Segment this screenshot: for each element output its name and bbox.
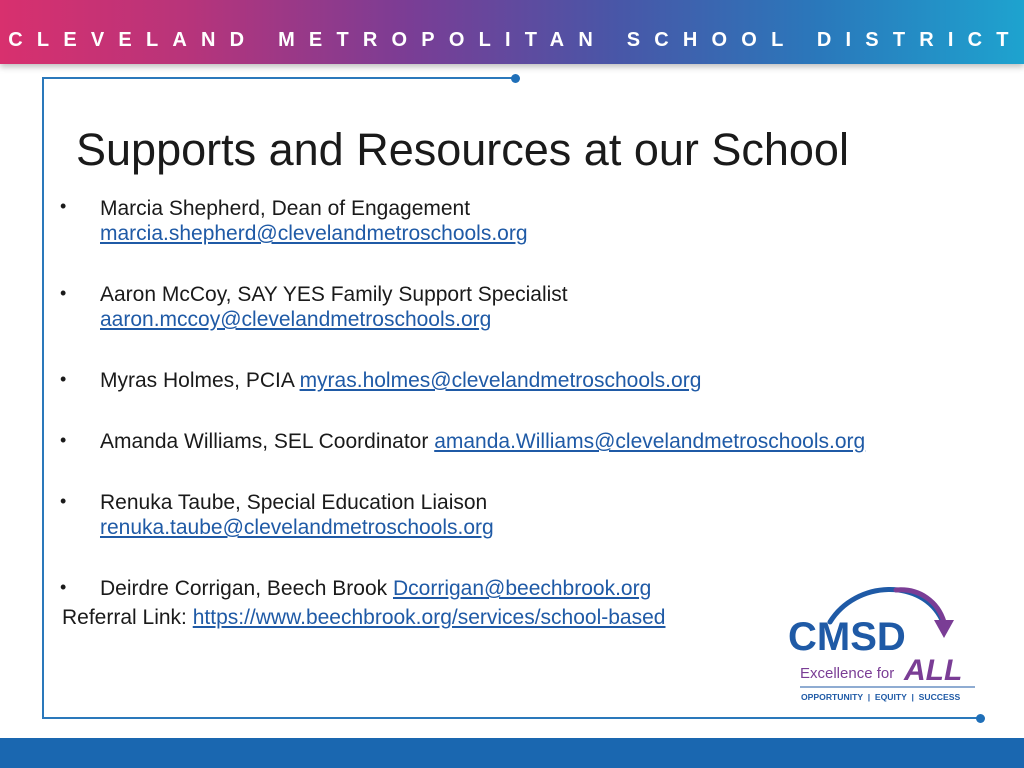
bullet-marker: •	[60, 369, 67, 389]
contact-email-link[interactable]: amanda.Williams@clevelandmetroschools.org	[434, 430, 866, 453]
bullet-marker: •	[60, 283, 67, 303]
frame-bottom-line	[42, 717, 980, 719]
contact-item	[100, 490, 494, 540]
referral-link[interactable]: https://www.beechbrook.org/services/school-based	[192, 606, 666, 629]
bullet-marker: •	[60, 577, 67, 597]
bullet-marker: •	[60, 196, 67, 216]
arrow-icon	[934, 620, 954, 638]
contact-email-link[interactable]: aaron.mccoy@clevelandmetroschools.org	[100, 308, 492, 331]
contact-name: Marcia Shepherd, Dean of Engagement	[100, 197, 471, 220]
contact-name: Amanda Williams, SEL Coordinator	[100, 430, 429, 453]
cmsd-logo-graphic	[786, 584, 978, 706]
logo-tagline-prefix: Excellence for	[800, 665, 895, 682]
contact-item	[100, 196, 528, 246]
contact-email-link[interactable]: marcia.shepherd@clevelandmetroschools.org	[100, 222, 528, 245]
bullet-marker: •	[60, 491, 67, 511]
logo-tagline-emphasis: ALL	[904, 654, 963, 687]
contact-name: Renuka Taube, Special Education Liaison	[100, 491, 488, 514]
logo-values: OPPORTUNITY | EQUITY | SUCCESS	[801, 692, 961, 702]
contact-item	[100, 282, 568, 332]
contact-email-link[interactable]: myras.holmes@clevelandmetroschools.org	[299, 369, 702, 392]
header-banner	[0, 0, 1024, 64]
contact-email-link[interactable]: renuka.taube@clevelandmetroschools.org	[100, 516, 494, 539]
contact-name: Aaron McCoy, SAY YES Family Support Specialist	[100, 283, 568, 306]
logo-abbr: CMSD	[788, 615, 906, 659]
footer-bar	[0, 738, 1024, 768]
contact-item	[100, 368, 701, 393]
contact-item	[100, 429, 865, 454]
contact-item	[100, 576, 651, 601]
slide-title: Supports and Resources at our School	[76, 124, 849, 175]
referral-line	[62, 606, 665, 630]
frame-top-line	[42, 77, 515, 79]
frame-left-line	[42, 77, 44, 719]
referral-label: Referral Link:	[62, 606, 187, 629]
frame-dot-top	[511, 74, 520, 83]
contact-email-link[interactable]: Dcorrigan@beechbrook.org	[392, 577, 652, 600]
district-name: CLEVELAND METROPOLITAN SCHOOL DISTRICT	[8, 29, 1023, 51]
bullet-marker: •	[60, 430, 67, 450]
cmsd-logo	[786, 584, 978, 706]
contact-name: Myras Holmes, PCIA	[100, 369, 294, 392]
contact-name: Deirdre Corrigan, Beech Brook	[100, 577, 388, 600]
frame-dot-bottom	[976, 714, 985, 723]
